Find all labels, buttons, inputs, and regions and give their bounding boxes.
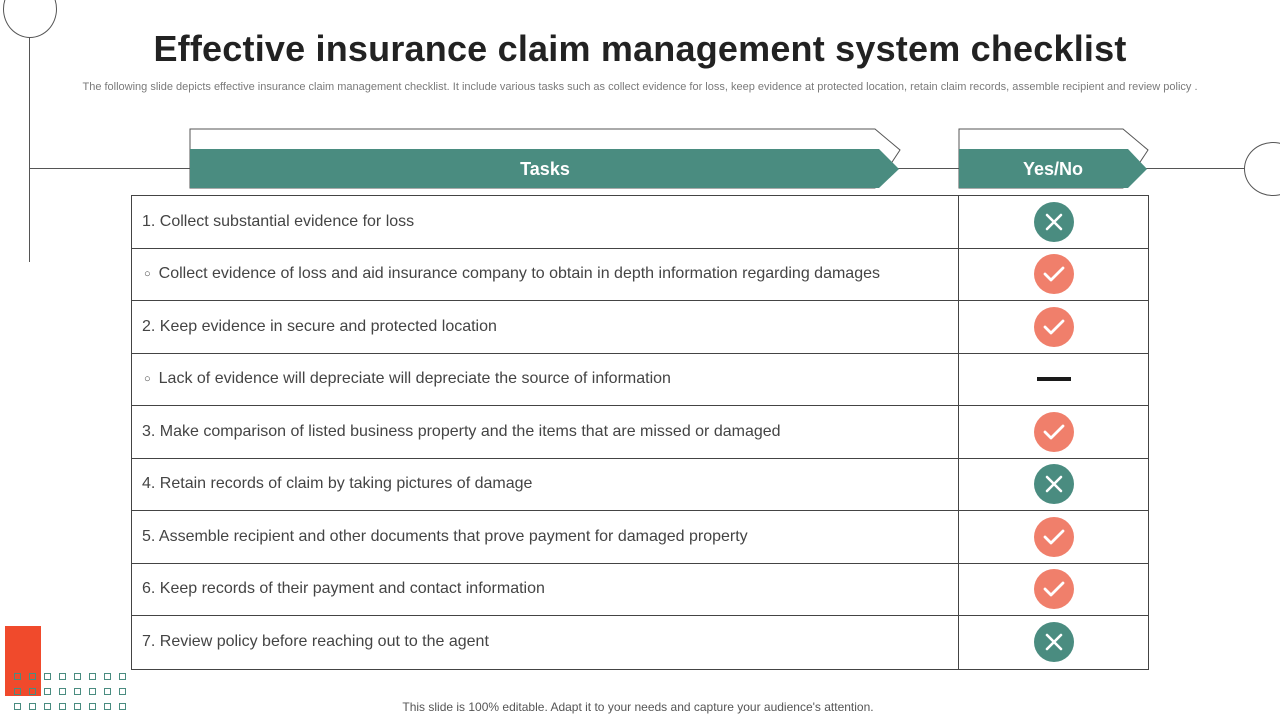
task-cell bbox=[132, 301, 959, 353]
status-cell bbox=[959, 406, 1148, 458]
task-cell bbox=[132, 564, 959, 616]
status-cell bbox=[959, 249, 1148, 301]
decor-dot bbox=[74, 673, 81, 680]
task-cell bbox=[132, 459, 959, 511]
decor-dot bbox=[29, 673, 36, 680]
task-text: 2. Keep evidence in secure and protected location bbox=[142, 317, 497, 335]
task-text: 3. Make comparison of listed business property and the items that are missed or damaged bbox=[142, 422, 781, 440]
task-text: 7. Review policy before reaching out to the agent bbox=[142, 633, 489, 651]
task-text: 4. Retain records of claim by taking pictures of damage bbox=[142, 475, 533, 493]
decor-dot bbox=[14, 688, 21, 695]
task-cell bbox=[132, 406, 959, 458]
task-text: 1. Collect substantial evidence for loss bbox=[142, 212, 415, 230]
table-row bbox=[132, 406, 1148, 459]
check-icon bbox=[1034, 254, 1074, 294]
page-subtitle: The following slide depicts effective insurance claim management checklist. It include various tasks such as collect evidence for loss, keep evidence at protected location, retain claim records, assemble recipient and review policy . bbox=[82, 81, 1198, 93]
status-cell bbox=[959, 301, 1148, 353]
close-icon bbox=[1034, 464, 1074, 504]
task-text: 5. Assemble recipient and other documents that prove payment for damaged property bbox=[142, 527, 748, 545]
tasks-header-label: Tasks bbox=[520, 159, 570, 179]
status-cell bbox=[959, 459, 1148, 511]
table-row bbox=[132, 249, 1148, 302]
close-icon bbox=[1034, 202, 1074, 242]
bullet-icon: ○ bbox=[144, 373, 151, 386]
dash-icon bbox=[1037, 377, 1071, 381]
decor-dot bbox=[89, 673, 96, 680]
decor-dot bbox=[44, 673, 51, 680]
footer-note: This slide is 100% editable. Adapt it to your needs and capture your audience's attention. bbox=[402, 700, 874, 714]
task-text: Lack of evidence will depreciate will depreciate the source of information bbox=[158, 370, 671, 388]
task-cell bbox=[132, 249, 959, 301]
bullet-icon: ○ bbox=[144, 268, 151, 281]
check-icon bbox=[1034, 569, 1074, 609]
table-row bbox=[132, 511, 1148, 564]
table-row bbox=[132, 616, 1148, 669]
decor-dot bbox=[89, 688, 96, 695]
table-row bbox=[132, 301, 1148, 354]
task-text: Collect evidence of loss and aid insurance company to obtain in depth information regarding damages bbox=[158, 265, 880, 283]
task-cell bbox=[132, 511, 959, 563]
task-cell bbox=[132, 354, 959, 406]
checklist-table bbox=[131, 195, 1149, 670]
decor-circle-right bbox=[1244, 142, 1280, 196]
decor-dot bbox=[119, 673, 126, 680]
status-cell bbox=[959, 354, 1148, 406]
close-icon bbox=[1034, 622, 1074, 662]
decor-dot bbox=[104, 688, 111, 695]
decor-dot bbox=[29, 688, 36, 695]
decor-dot bbox=[59, 673, 66, 680]
status-cell bbox=[959, 564, 1148, 616]
status-cell bbox=[959, 196, 1148, 248]
decor-dot bbox=[44, 688, 51, 695]
decor-red-block bbox=[5, 626, 41, 696]
check-icon bbox=[1034, 517, 1074, 557]
status-cell bbox=[959, 511, 1148, 563]
status-cell bbox=[959, 616, 1148, 669]
page-title: Effective insurance claim management system checklist bbox=[153, 28, 1127, 69]
decor-dot bbox=[74, 688, 81, 695]
table-row bbox=[132, 459, 1148, 512]
task-cell bbox=[132, 616, 959, 669]
task-cell bbox=[132, 196, 959, 248]
decor-dot bbox=[59, 688, 66, 695]
status-header-label: Yes/No bbox=[1022, 159, 1084, 179]
decor-dot bbox=[14, 673, 21, 680]
decor-dot bbox=[119, 688, 126, 695]
table-row bbox=[132, 354, 1148, 407]
check-icon bbox=[1034, 412, 1074, 452]
table-row bbox=[132, 564, 1148, 617]
task-text: 6. Keep records of their payment and contact information bbox=[142, 580, 545, 598]
check-icon bbox=[1034, 307, 1074, 347]
decor-dot bbox=[104, 673, 111, 680]
table-row bbox=[132, 196, 1148, 249]
